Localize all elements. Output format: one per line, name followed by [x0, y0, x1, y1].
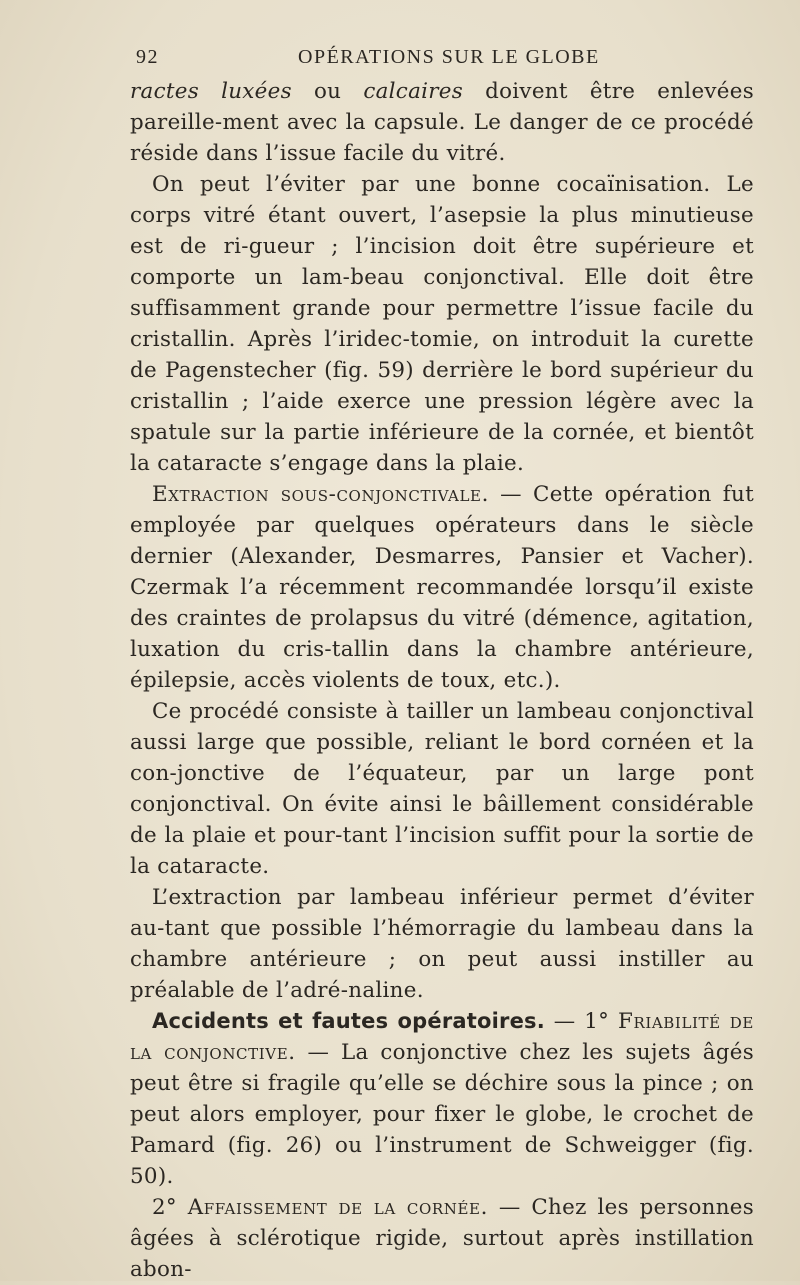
running-header [130, 42, 754, 76]
text-run: doivent être enlevées pareille-ment avec la capsule. Le danger de ce procédé réside dans l’issue facile du vitré. [130, 79, 754, 166]
page-number: 92 [136, 46, 159, 68]
text-run: — Cette opération fut employée par quelques opérateurs dans le siècle dernier (Alexander, Desmarres, Pansier et Vacher). Czermak l’a récemment recommandée lorsqu’il existe des craintes de prolapsus du vitré (démence, agitation, luxation du cris-tallin dans la chambre antérieure, épilepsie, accès violents de toux, etc.). [130, 482, 754, 693]
italic-term: ractes luxées [130, 79, 292, 104]
subsection-heading: Affaissement de la cornée. [187, 1195, 489, 1220]
section-heading-bold: Accidents et fautes opératoires. [152, 1009, 545, 1033]
paragraph-5: L’extraction par lambeau inférieur permet d’éviter au-tant que possible l’hémorragie du lambeau dans la chambre antérieure ; on peut aussi instiller au préalable de l’adré-naline. [130, 885, 754, 1003]
text-run: 2° [152, 1195, 188, 1220]
text-run: — Chez les personnes âgées à sclérotique rigide, surtout après instillation abon- [130, 1195, 755, 1282]
paragraph-7 [130, 1192, 754, 1285]
section-heading: Extraction sous-conjonctivale. [152, 482, 489, 507]
book-page [130, 42, 754, 1285]
paragraph-1 [130, 76, 754, 169]
italic-term: calcaires [363, 79, 464, 104]
paragraph-4: Ce procédé consiste à tailler un lambeau conjonctival aussi large que possible, reliant le bord cornéen et la con-jonctive de l’équateur, par un large pont conjonctival. On évite ainsi le bâillement considérable de la plaie et pour-tant l’incision suffit pour la sortie de la cataracte. [130, 699, 754, 879]
paragraph-3 [130, 479, 754, 696]
paragraph-6 [130, 1006, 754, 1192]
text-run: — 1° [544, 1009, 618, 1034]
subsection-heading: Friabilité de la conjonctive. [130, 1009, 754, 1065]
running-title: OPÉRATIONS SUR LE GLOBE [298, 46, 600, 68]
body-text [130, 76, 754, 1285]
text-run: — La conjonctive chez les sujets âgés peut être si fragile qu’elle se déchire sous la pince ; on peut alors employer, pour fixer le globe, le crochet de Pamard (fig. 26) ou l’instrument de Schweigger (fig. 50). [130, 1040, 754, 1189]
paragraph-2: On peut l’éviter par une bonne cocaïnisation. Le corps vitré étant ouvert, l’asepsie la plus minutieuse est de ri-gueur ; l’incision doit être supérieure et comporte un lam-beau conjonctival. Elle doit être suffisamment grande pour permettre l’issue facile du cristallin. Après l’iridec-tomie, on introduit la curette de Pagenstecher (fig. 59) derrière le bord supérieur du cristallin ; l’aide exerce une pression légère avec la spatule sur la partie inférieure de la cornée, et bientôt la cataracte s’engage dans la plaie. [130, 172, 754, 476]
text-run: ou [291, 79, 364, 104]
